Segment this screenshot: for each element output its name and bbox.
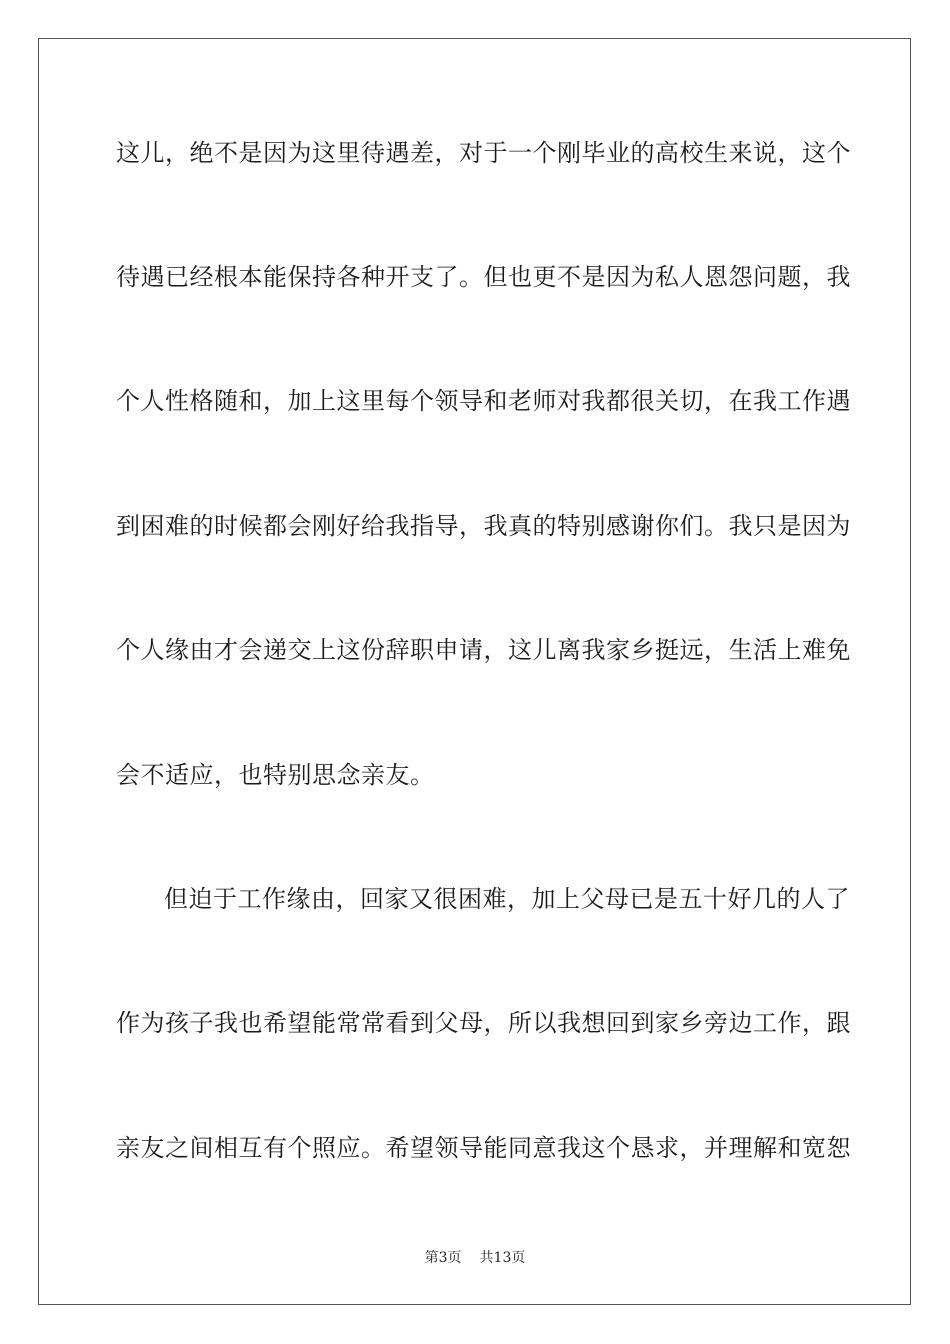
page-frame: [38, 38, 911, 1305]
body-text-line: 到困难的时候都会刚好给我指导，我真的特别感谢你们。我只是因为: [116, 512, 851, 540]
body-text-line: 会不适应，也特别思念亲友。: [116, 761, 435, 789]
page-number: 第3页: [424, 1250, 462, 1266]
body-text-line: 亲友之间相互有个照应。希望领导能同意我这个恳求，并理解和宽恕: [116, 1134, 851, 1162]
body-text-line: 个人性格随和，加上这里每个领导和老师对我都很关切，在我工作遇: [116, 387, 851, 415]
page-footer: [0, 1247, 950, 1267]
body-text-line: 个人缘由才会递交上这份辞职申请，这儿离我家乡挺远，生活上难免: [116, 636, 851, 664]
body-text-line: 待遇已经根本能保持各种开支了。但也更不是因为私人恩怨问题，我: [116, 263, 851, 291]
body-text-line: 这儿，绝不是因为这里待遇差，对于一个刚毕业的高校生来说，这个: [116, 139, 851, 167]
body-text-line: 但迫于工作缘由，回家又很困难，加上父母已是五十好几的人了: [164, 885, 850, 913]
body-text-line: 作为孩子我也希望能常常看到父母，所以我想回到家乡旁边工作，跟: [116, 1009, 851, 1037]
total-pages: 共13页: [479, 1250, 526, 1266]
